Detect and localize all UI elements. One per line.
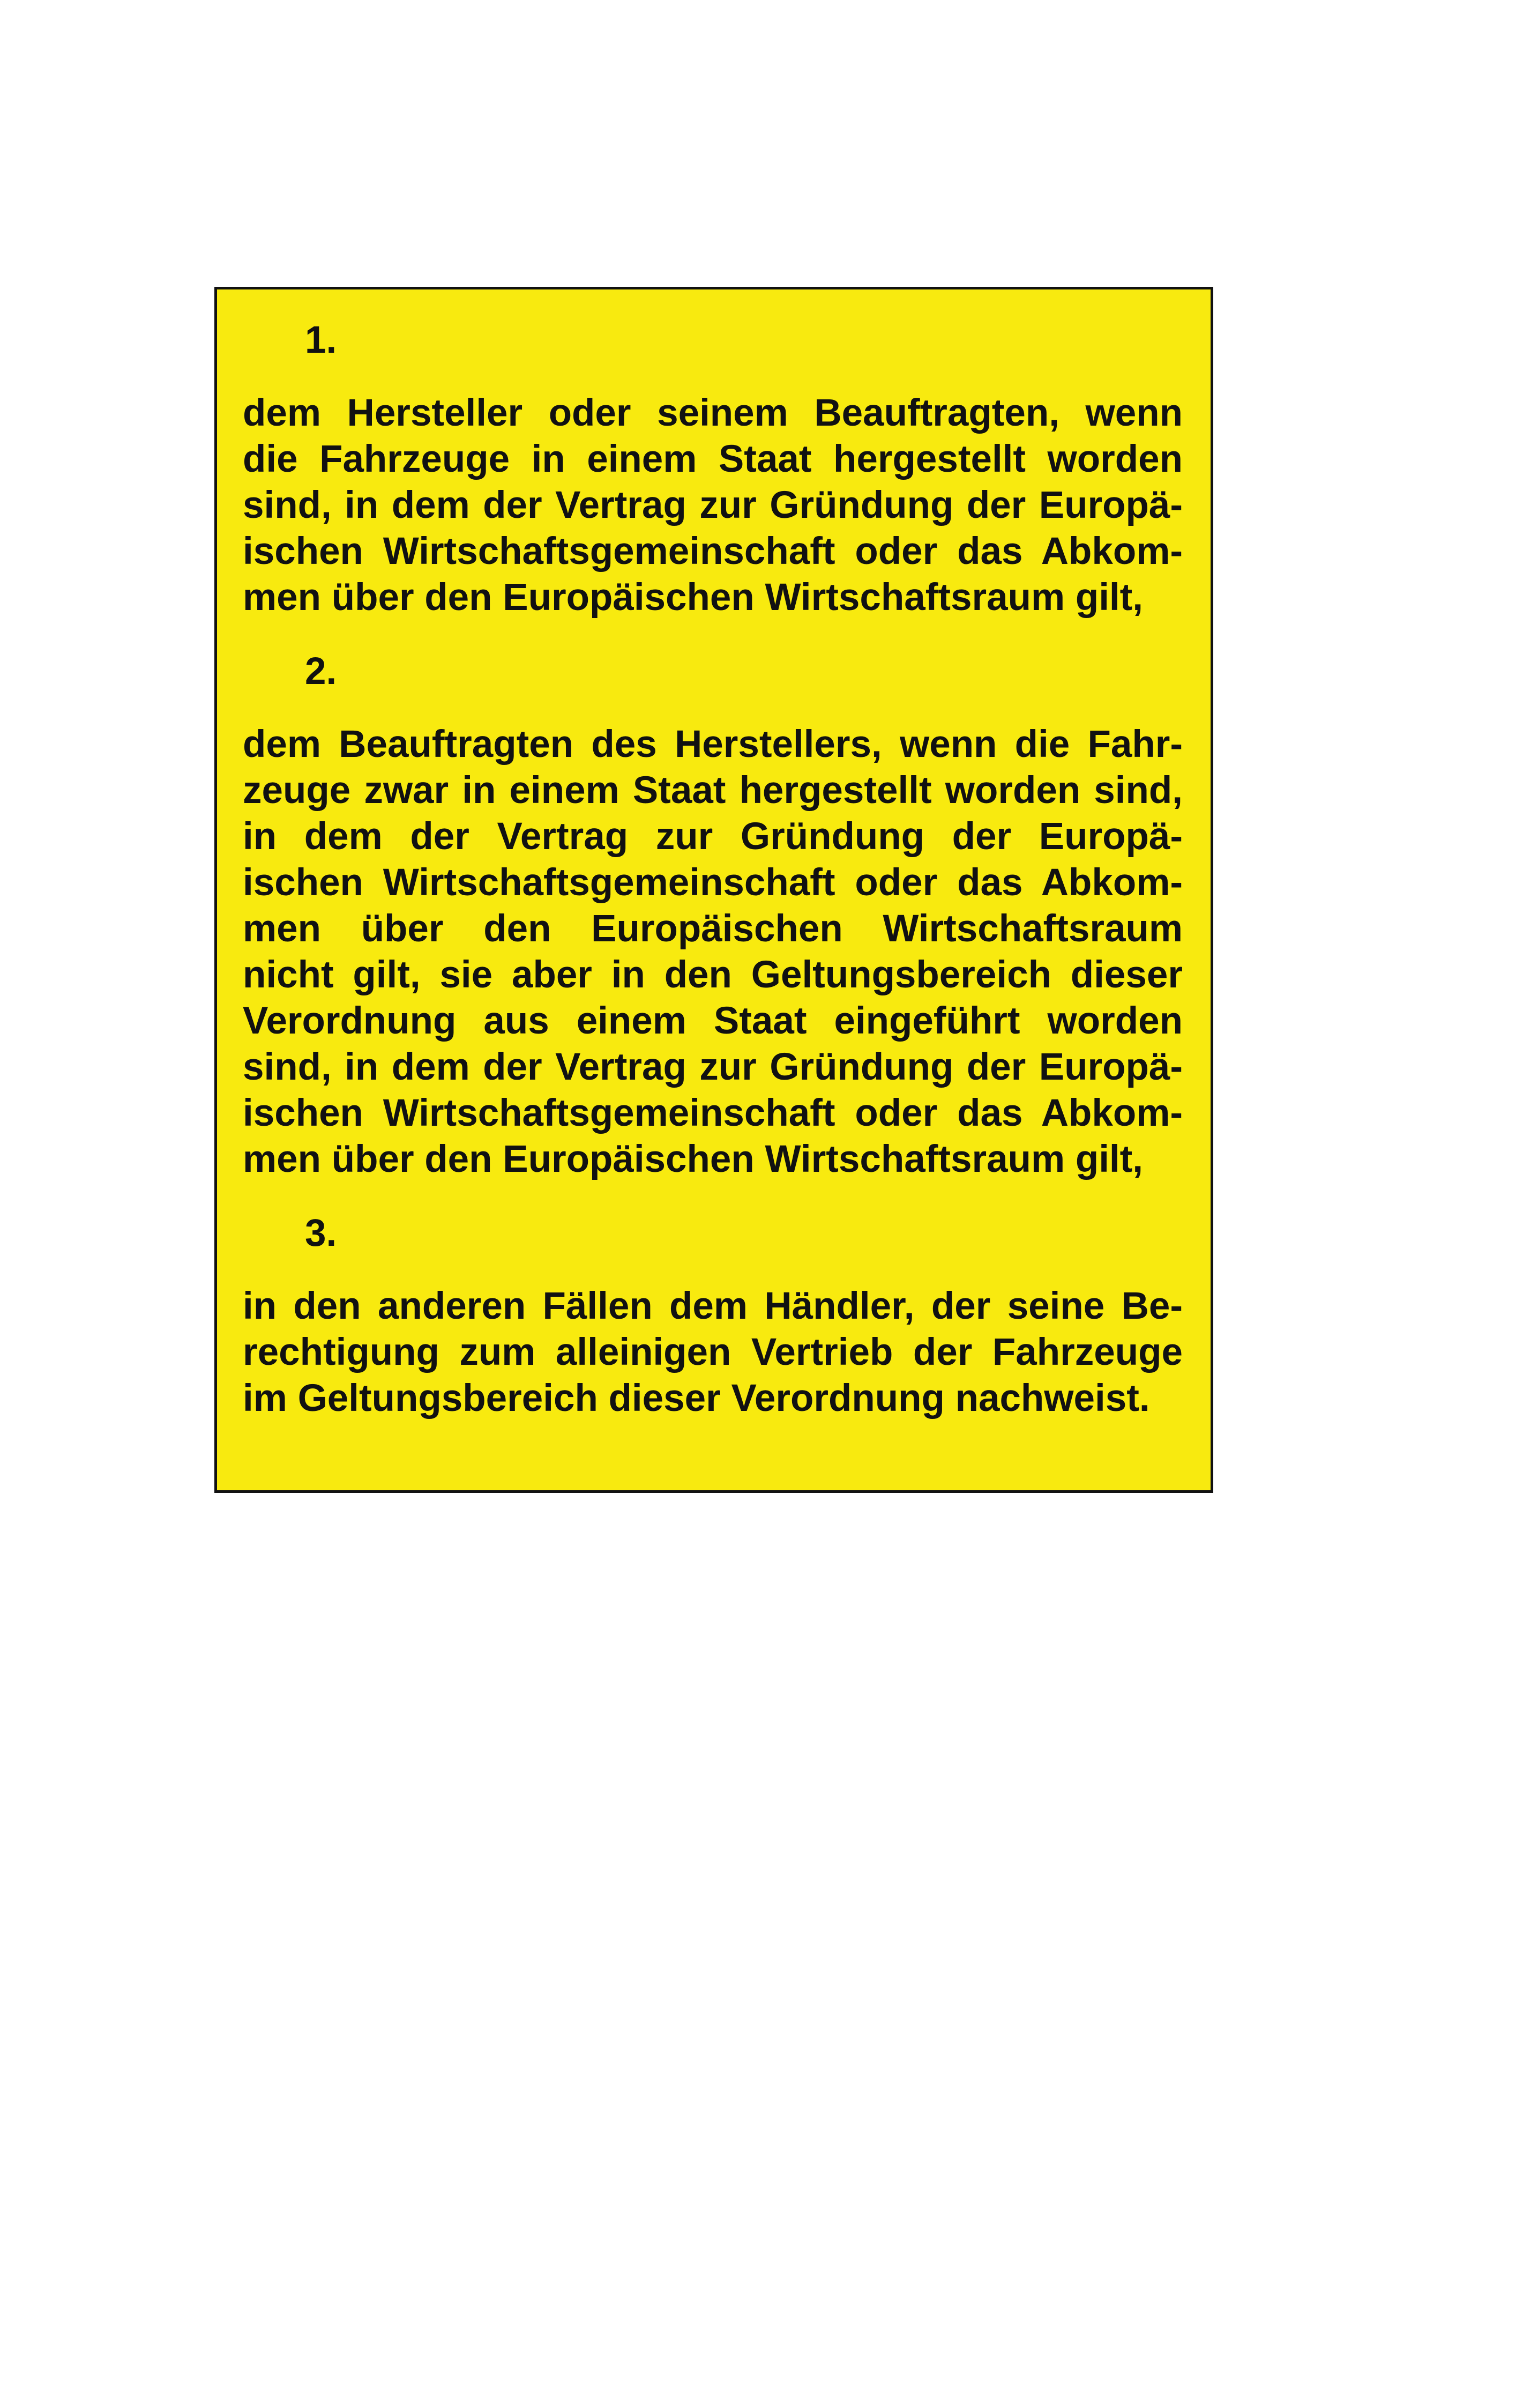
item-text xyxy=(243,1283,1183,1422)
text-line: in den anderen Fällen dem Händler, der seine Be- xyxy=(243,1285,1183,1327)
item-text xyxy=(243,722,1183,1183)
text-line: men über den Europäischen Wirtschaftsraum gilt, xyxy=(243,1138,1144,1180)
text-line: Verordnung aus einem Staat eingeführt worden xyxy=(243,1000,1183,1042)
list-item-1 xyxy=(243,317,1183,649)
text-line: dem Beauftragten des Herstellers, wenn die Fahr- xyxy=(243,723,1183,765)
text-line: dem Hersteller oder seinem Beauftragten, wenn xyxy=(243,392,1183,434)
item-number: 2. xyxy=(305,650,337,693)
text-line: sind, in dem der Vertrag zur Gründung der Europä- xyxy=(243,484,1183,526)
item-number: 3. xyxy=(305,1212,337,1254)
highlighted-text-box xyxy=(214,287,1213,1493)
text-line: ischen Wirtschaftsgemeinschaft oder das Abkom- xyxy=(243,530,1183,573)
item-number: 1. xyxy=(305,319,337,361)
text-line: zeuge zwar in einem Staat hergestellt worden sind, xyxy=(243,769,1183,812)
item-text xyxy=(243,390,1183,621)
text-line: im Geltungsbereich dieser Verordnung nachweist. xyxy=(243,1377,1150,1419)
text-line: nicht gilt, sie aber in den Geltungsbereich dieser xyxy=(243,954,1183,996)
list-item-2 xyxy=(243,649,1183,1210)
text-line: die Fahrzeuge in einem Staat hergestellt worden xyxy=(243,438,1183,480)
text-line: in dem der Vertrag zur Gründung der Europä- xyxy=(243,815,1183,858)
text-line: ischen Wirtschaftsgemeinschaft oder das Abkom- xyxy=(243,861,1183,904)
list-item-3 xyxy=(243,1210,1183,1422)
text-line: men über den Europäischen Wirtschaftsraum gilt, xyxy=(243,576,1144,619)
text-line: men über den Europäischen Wirtschaftsraum xyxy=(243,908,1183,950)
text-line: ischen Wirtschaftsgemeinschaft oder das Abkom- xyxy=(243,1092,1183,1134)
text-line: sind, in dem der Vertrag zur Gründung der Europä- xyxy=(243,1046,1183,1088)
text-line: rechtigung zum alleinigen Vertrieb der Fahrzeuge xyxy=(243,1331,1183,1373)
